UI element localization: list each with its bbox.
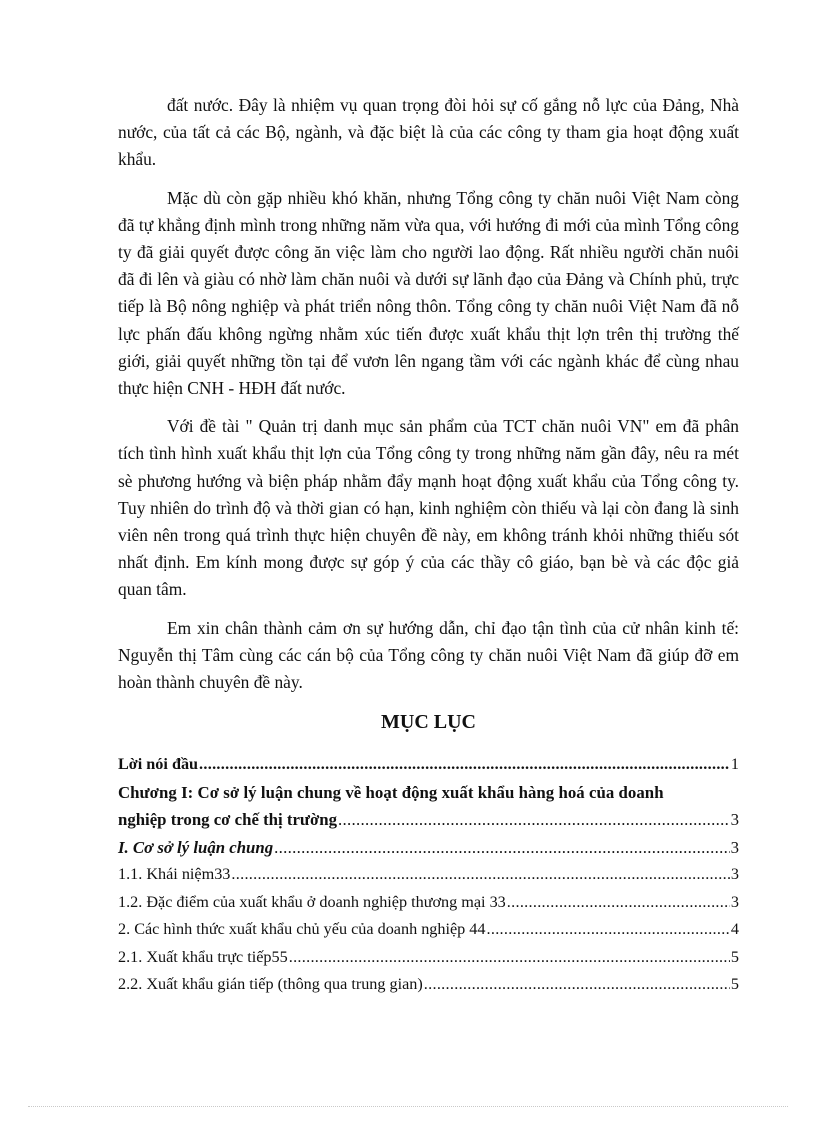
toc-chapter-title-line2: nghiệp trong cơ chế thị trường <box>118 810 338 830</box>
body-paragraph: Mặc dù còn gặp nhiều khó khăn, nhưng Tổng công ty chăn nuôi Việt Nam còng đã tự khẳng định mình trong những năm vừa qua, với hướng đi mới của mình Tổng công ty đã giải quyết được công ăn việc làm cho người lao động. Rất nhiều người chăn nuôi đã đi lên và giàu có nhờ làm chăn nuôi và dưới sự lãnh đạo của Đảng và Chính phủ, trực tiếp là Bộ nông nghiệp và phát triển nông thôn. Tổng công ty chăn nuôi Việt Nam đã nỗ lực phấn đấu không ngừng nhằm xúc tiến được xuất khẩu thịt lợn trên thị trường thế giới, giải quyết những tồn tại để vươn lên ngang tầm với các ngành khác để cùng nhau thực hiện CNH - HĐH đất nước. <box>118 187 739 399</box>
toc-leader-dots <box>199 751 730 779</box>
toc-chapter-line2 <box>118 806 739 834</box>
toc-entry-label: Lời nói đầu <box>118 755 199 774</box>
toc-entry-page: 3 <box>730 865 739 884</box>
page-bottom-border <box>28 1106 788 1107</box>
toc-chapter-title-line1: Chương I: Cơ sở lý luận chung về hoạt động xuất khẩu hàng hoá của doanh <box>118 782 664 802</box>
body-paragraph: Em xin chân thành cảm ơn sự hướng dẫn, chỉ đạo tận tình của cử nhân kinh tế: Nguyễn thị Tâm cùng các cán bộ của Tổng công ty chăn nuôi Việt Nam đã giúp đỡ em hoàn thành chuyên đề này. <box>118 617 739 693</box>
toc-entry-page: 3 <box>730 892 739 911</box>
toc-entry-page: 3 <box>730 810 739 830</box>
toc-title: MỤC LỤC <box>381 711 476 734</box>
toc-entry-subsection[interactable] <box>118 861 739 889</box>
toc-leader-dots <box>338 806 730 834</box>
toc-entry-chapter-1[interactable] <box>118 779 739 834</box>
toc-leader-dots <box>507 889 730 917</box>
toc-entry-page: 5 <box>730 947 739 966</box>
toc-entry-label: I. Cơ sở lý luận chung <box>118 837 274 857</box>
toc-entry-page: 4 <box>730 920 739 939</box>
toc-entry-subsection[interactable] <box>118 971 739 999</box>
toc-entry-label: 1.1. Khái niệm33 <box>118 865 231 884</box>
toc-leader-dots <box>487 916 730 944</box>
toc-entry-subsection[interactable] <box>118 944 739 972</box>
toc-entry-section[interactable] <box>118 834 739 862</box>
toc-entry-label: 1.2. Đặc điểm của xuất khẩu ở doanh nghiệp thương mại 33 <box>118 892 506 911</box>
toc-leader-dots <box>231 861 730 889</box>
toc-entry-page: 1 <box>730 755 739 774</box>
toc-leader-dots <box>289 944 730 972</box>
toc-entry-label: 2.2. Xuất khẩu gián tiếp (thông qua trung gian) <box>118 975 423 994</box>
toc-entry-intro[interactable] <box>118 751 739 779</box>
toc-leader-dots <box>274 834 730 862</box>
toc-leader-dots <box>424 971 730 999</box>
toc-entry-subsection[interactable] <box>118 889 739 917</box>
toc-entry-label: 2. Các hình thức xuất khẩu chủ yếu của doanh nghiệp 44 <box>118 920 486 939</box>
toc-entry-page: 3 <box>730 837 739 857</box>
toc-entry-page: 5 <box>730 975 739 994</box>
page-content <box>118 92 739 999</box>
body-paragraph: Với đề tài " Quản trị danh mục sản phẩm của TCT chăn nuôi VN" em đã phân tích tình hình xuất khẩu thịt lợn của Tổng công ty trong những năm gần đây, nêu ra mét sè phương hướng và biện pháp nhằm đẩy mạnh hoạt động xuất khẩu của Tổng công ty. Tuy nhiên do trình độ và thời gian có hạn, kinh nghiệm còn thiếu và lại còn đang là sinh viên nên trong quá trình thực hiện chuyên đề này, em không tránh khỏi những thiếu sót nhất định. Em kính mong được sự góp ý của các thầy cô giáo, bạn bè và các độc giả quan tâm. <box>118 416 739 600</box>
toc-entry-subsection[interactable] <box>118 916 739 944</box>
body-paragraph: đất nước. Đây là nhiệm vụ quan trọng đòi hỏi sự cố gắng nỗ lực của Đảng, Nhà nước, của tất cả các Bộ, ngành, và đặc biệt là của các công ty tham gia hoạt động xuất khẩu. <box>118 95 739 170</box>
toc-entry-label: 2.1. Xuất khẩu trực tiếp55 <box>118 947 288 966</box>
